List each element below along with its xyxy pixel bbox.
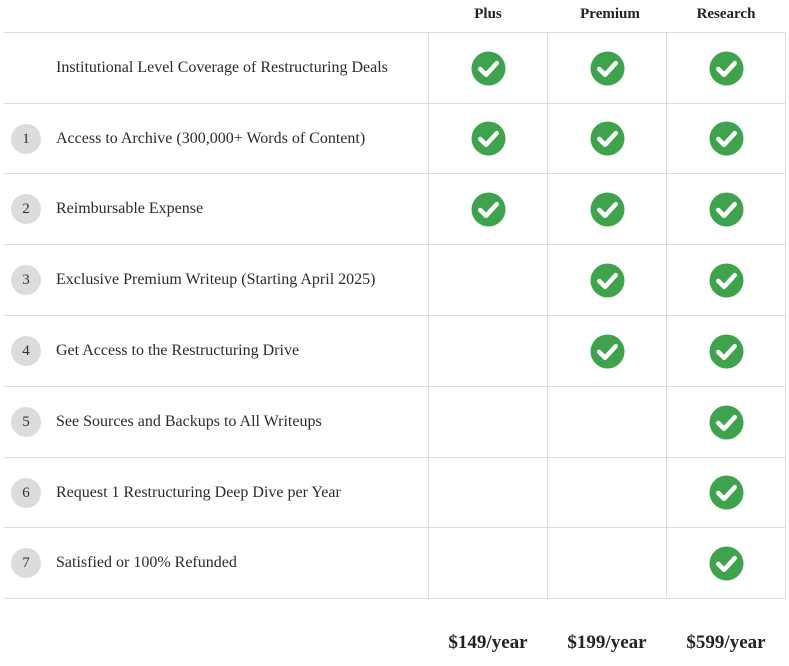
feature-row xyxy=(4,316,786,387)
plan-cell-research xyxy=(667,245,786,316)
check-icon xyxy=(590,121,625,156)
check-icon xyxy=(709,334,744,369)
plan-cell-research xyxy=(667,458,786,528)
feature-comparison-table xyxy=(4,32,786,599)
feature-cell xyxy=(4,104,429,174)
plan-header-plus: Plus xyxy=(474,6,502,22)
plan-cell-research xyxy=(667,316,786,387)
feature-cell xyxy=(4,458,429,528)
check-icon xyxy=(590,263,625,298)
feature-label: Reimbursable Expense xyxy=(56,200,204,217)
plan-cell-premium xyxy=(548,33,667,104)
check-icon xyxy=(709,475,744,510)
plan-cell-plus xyxy=(429,174,548,245)
feature-label: See Sources and Backups to All Writeups xyxy=(56,413,322,430)
check-icon xyxy=(471,192,506,227)
check-icon xyxy=(709,121,744,156)
plan-header-research: Research xyxy=(696,6,756,22)
price-premium: $199/year xyxy=(567,632,647,653)
feature-number-badge: 2 xyxy=(11,194,41,224)
check-icon xyxy=(709,51,744,86)
plan-cell-plus xyxy=(429,458,548,528)
price-research: $599/year xyxy=(686,632,766,653)
feature-cell xyxy=(4,245,429,316)
feature-label: Get Access to the Restructuring Drive xyxy=(56,342,300,359)
plan-cell-research xyxy=(667,104,786,174)
feature-label: Exclusive Premium Writeup (Starting April 2025) xyxy=(56,271,376,288)
plan-cell-plus xyxy=(429,387,548,458)
plan-cell-premium xyxy=(548,387,667,458)
feature-number-badge: 7 xyxy=(11,548,41,578)
price-plus: $149/year xyxy=(448,632,528,653)
feature-number-badge: 6 xyxy=(11,478,41,508)
plan-cell-premium xyxy=(548,174,667,245)
feature-number-badge: 5 xyxy=(11,407,41,437)
feature-cell xyxy=(4,33,429,104)
plan-cell-plus xyxy=(429,104,548,174)
plan-cell-research xyxy=(667,33,786,104)
check-icon xyxy=(590,192,625,227)
check-icon xyxy=(590,51,625,86)
feature-row xyxy=(4,174,786,245)
feature-label: Satisfied or 100% Refunded xyxy=(56,554,237,571)
plan-header-premium: Premium xyxy=(580,6,640,22)
feature-row xyxy=(4,528,786,599)
plan-cell-premium xyxy=(548,104,667,174)
plan-cell-premium xyxy=(548,528,667,599)
feature-row xyxy=(4,458,786,528)
check-icon xyxy=(709,263,744,298)
plan-cell-premium xyxy=(548,245,667,316)
feature-cell xyxy=(4,316,429,387)
plan-cell-research xyxy=(667,387,786,458)
check-icon xyxy=(709,192,744,227)
feature-cell xyxy=(4,387,429,458)
feature-row xyxy=(4,33,786,104)
feature-cell xyxy=(4,174,429,245)
plan-cell-premium xyxy=(548,316,667,387)
feature-label: Request 1 Restructuring Deep Dive per Year xyxy=(56,483,341,501)
plan-cell-plus xyxy=(429,316,548,387)
check-icon xyxy=(471,51,506,86)
feature-label: Access to Archive (300,000+ Words of Content) xyxy=(56,129,366,147)
check-icon xyxy=(709,546,744,581)
check-icon xyxy=(590,334,625,369)
feature-row xyxy=(4,387,786,458)
feature-row xyxy=(4,104,786,174)
feature-number-badge: 1 xyxy=(11,124,41,154)
feature-number-badge: 3 xyxy=(11,265,41,295)
feature-label: Institutional Level Coverage of Restructuring Deals xyxy=(56,59,388,76)
plan-cell-plus xyxy=(429,528,548,599)
plan-cell-plus xyxy=(429,245,548,316)
plan-cell-research xyxy=(667,174,786,245)
plan-cell-premium xyxy=(548,458,667,528)
feature-cell xyxy=(4,528,429,599)
feature-row xyxy=(4,245,786,316)
feature-number-badge: 4 xyxy=(11,336,41,366)
check-icon xyxy=(709,405,744,440)
check-icon xyxy=(471,121,506,156)
plan-cell-research xyxy=(667,528,786,599)
plan-cell-plus xyxy=(429,33,548,104)
